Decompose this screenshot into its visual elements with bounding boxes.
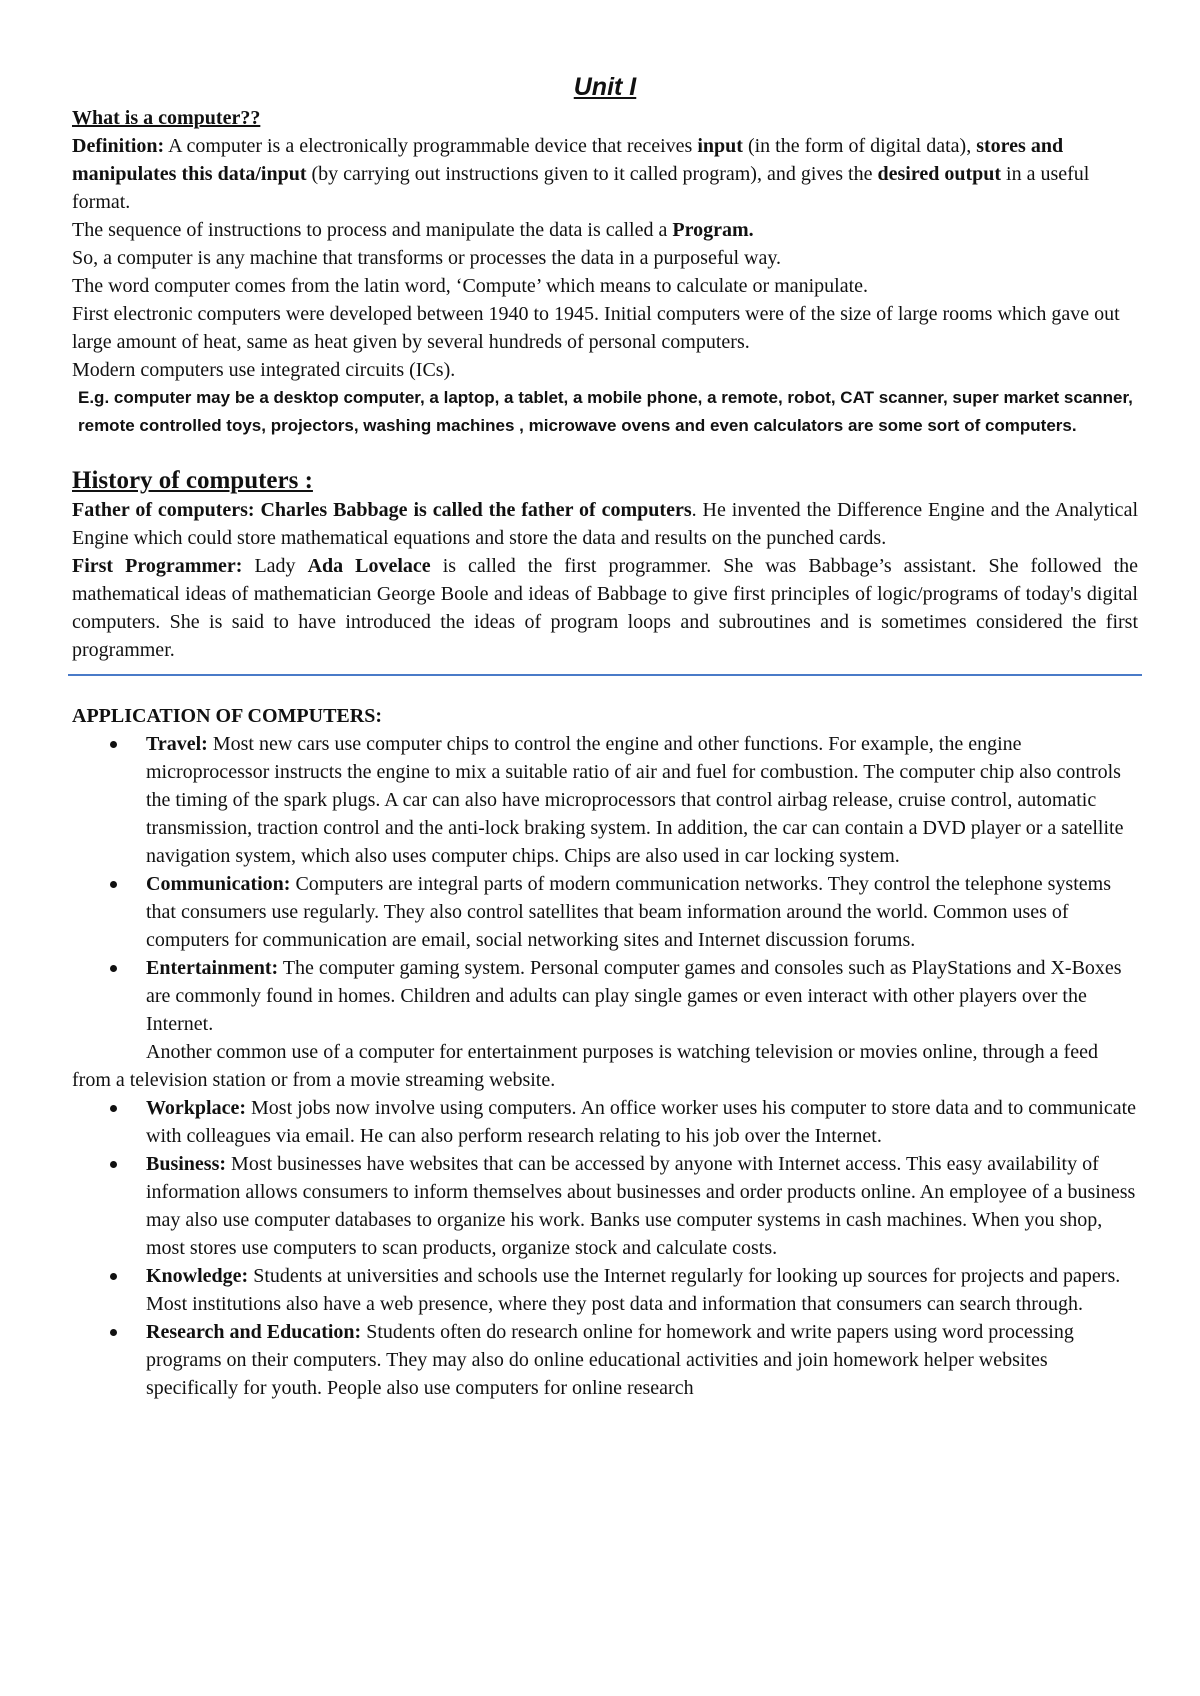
first-programmer-label: First Programmer:	[72, 555, 243, 577]
applications-list	[72, 730, 1138, 1038]
entertainment-label: Entertainment:	[146, 957, 279, 979]
workplace-label: Workplace:	[146, 1097, 246, 1119]
applications-heading: APPLICATION OF COMPUTERS:	[72, 705, 382, 727]
business-label: Business:	[146, 1153, 227, 1175]
knowledge-text: Students at universities and schools use the Internet regularly for looking up sources for projects and papers. Most institutions also have a web presence, where they post data and information that consumers can search through.	[146, 1265, 1121, 1315]
definition-stores: stores and manipulates this data/input	[72, 135, 1064, 185]
bullet-icon	[110, 1161, 117, 1168]
list-item-research-education	[72, 1318, 1138, 1402]
first-programmer-paragraph	[72, 552, 1138, 664]
definition-paragraph	[72, 132, 1138, 216]
list-item-workplace	[72, 1094, 1138, 1150]
communication-label: Communication:	[146, 873, 291, 895]
entertainment-continued: Another common use of a computer for entertainment purposes is watching television or movies online, through a feed from a television station or from a movie streaming website.	[72, 1041, 1098, 1091]
father-text: . He invented the Difference Engine and the Analytical Engine which could store mathematical equations and store the data and results on the punched cards.	[72, 499, 1138, 549]
father-paragraph	[72, 496, 1138, 552]
definition-text-2: (in the form of digital data),	[742, 135, 977, 157]
bullet-icon	[110, 1329, 117, 1336]
purposeful-line: So, a computer is any machine that transforms or processes the data in a purposeful way.	[72, 247, 782, 269]
first-programmer-text-1: Lady	[242, 555, 308, 577]
research-education-text: Students often do research online for homework and write papers using word processing programs on their computers. They may also do online educational activities and join homework helper websites specifically for youth. People also use computers for online research	[146, 1321, 1074, 1399]
bullet-icon	[110, 741, 117, 748]
list-item-communication	[72, 870, 1138, 954]
bullet-icon	[110, 881, 117, 888]
program-line	[72, 216, 1138, 244]
bullet-icon	[110, 1273, 117, 1280]
communication-text: Computers are integral parts of modern communication networks. They control the telephone systems that consumers use regularly. They also control satellites that beam information around the world. Common uses of computers for communication are email, social networking sites and Internet discussion forums.	[146, 873, 1111, 951]
ada-lovelace-name: Ada Lovelace	[307, 555, 431, 577]
entertainment-text: The computer gaming system. Personal computer games and consoles such as PlayStations and X-Boxes are commonly found in homes. Children and adults can play single games or even interact with other players over the Internet.	[146, 957, 1122, 1035]
research-education-label: Research and Education:	[146, 1321, 362, 1343]
travel-label: Travel:	[146, 733, 208, 755]
list-item-business	[72, 1150, 1138, 1262]
what-is-computer-heading: What is a computer??	[72, 107, 261, 129]
document-page	[72, 70, 1138, 1402]
list-item-travel	[72, 730, 1138, 870]
definition-label: Definition:	[72, 135, 165, 157]
definition-input: input	[697, 135, 743, 157]
program-word: Program.	[672, 219, 754, 241]
workplace-text: Most jobs now involve using computers. An office worker uses his computer to store data and to communicate with colleagues via email. He can also perform research relating to his job over the Internet.	[146, 1097, 1137, 1147]
definition-text-4: in a useful format.	[72, 163, 1090, 213]
definition-output: desired output	[877, 163, 1002, 185]
applications-list-continued	[72, 1094, 1138, 1402]
business-text: Most businesses have websites that can be accessed by anyone with Internet access. This easy availability of information allows consumers to inform themselves about businesses and order products online. An employee of a business may also use computer databases to organize his work. Banks use computer systems in cash machines. When you shop, most stores use computers to scan products, organize stock and calculate costs.	[146, 1153, 1136, 1259]
first-programmer-text-2: is called the first programmer. She was Babbage’s assistant. She followed the mathematical ideas of mathematician George Boole and ideas of Babbage to give first principles of logic/programs of today's digital computers. She is said to have introduced the ideas of program loops and subroutines and is sometimes considered the first programmer.	[72, 555, 1139, 661]
definition-text-1: A computer is a electronically programmable device that receives	[164, 135, 698, 157]
bullet-icon	[110, 1105, 117, 1112]
definition-text-3: (by carrying out instructions given to it called program), and gives the	[306, 163, 878, 185]
list-item-knowledge	[72, 1262, 1138, 1318]
history-heading: History of computers :	[72, 467, 313, 494]
program-line-text: The sequence of instructions to process and manipulate the data is called a	[72, 219, 673, 241]
knowledge-label: Knowledge:	[146, 1265, 249, 1287]
bullet-icon	[110, 965, 117, 972]
unit-title: Unit I	[573, 73, 637, 101]
modern-computers-line: Modern computers use integrated circuits (ICs).	[72, 359, 456, 381]
example-paragraph: E.g. computer may be a desktop computer, a laptop, a tablet, a mobile phone, a remote, robot, CAT scanner, super market scanner, remote controlled toys, projectors, washing machines , microwave ovens and even calculators are some sort of computers.	[78, 388, 1133, 435]
section-divider	[68, 674, 1142, 676]
first-computers-line: First electronic computers were developed between 1940 to 1945. Initial computers were of the size of large rooms which gave out large amount of heat, same as heat given by several hundreds of personal computers.	[72, 303, 1120, 353]
list-item-entertainment	[72, 954, 1138, 1038]
latin-word-line: The word computer comes from the latin word, ‘Compute’ which means to calculate or manipulate.	[72, 275, 869, 297]
father-bold-text: Father of computers: Charles Babbage is called the father of computers	[72, 499, 692, 521]
travel-text: Most new cars use computer chips to control the engine and other functions. For example, the engine microprocessor instructs the engine to mix a suitable ratio of air and fuel for combustion. The computer chip also controls the timing of the spark plugs. A car can also have microprocessors that control airbag release, cruise control, automatic transmission, traction control and the anti-lock braking system. In addition, the car can contain a DVD player or a satellite navigation system, which also uses computer chips. Chips are also used in car locking system.	[146, 733, 1124, 867]
